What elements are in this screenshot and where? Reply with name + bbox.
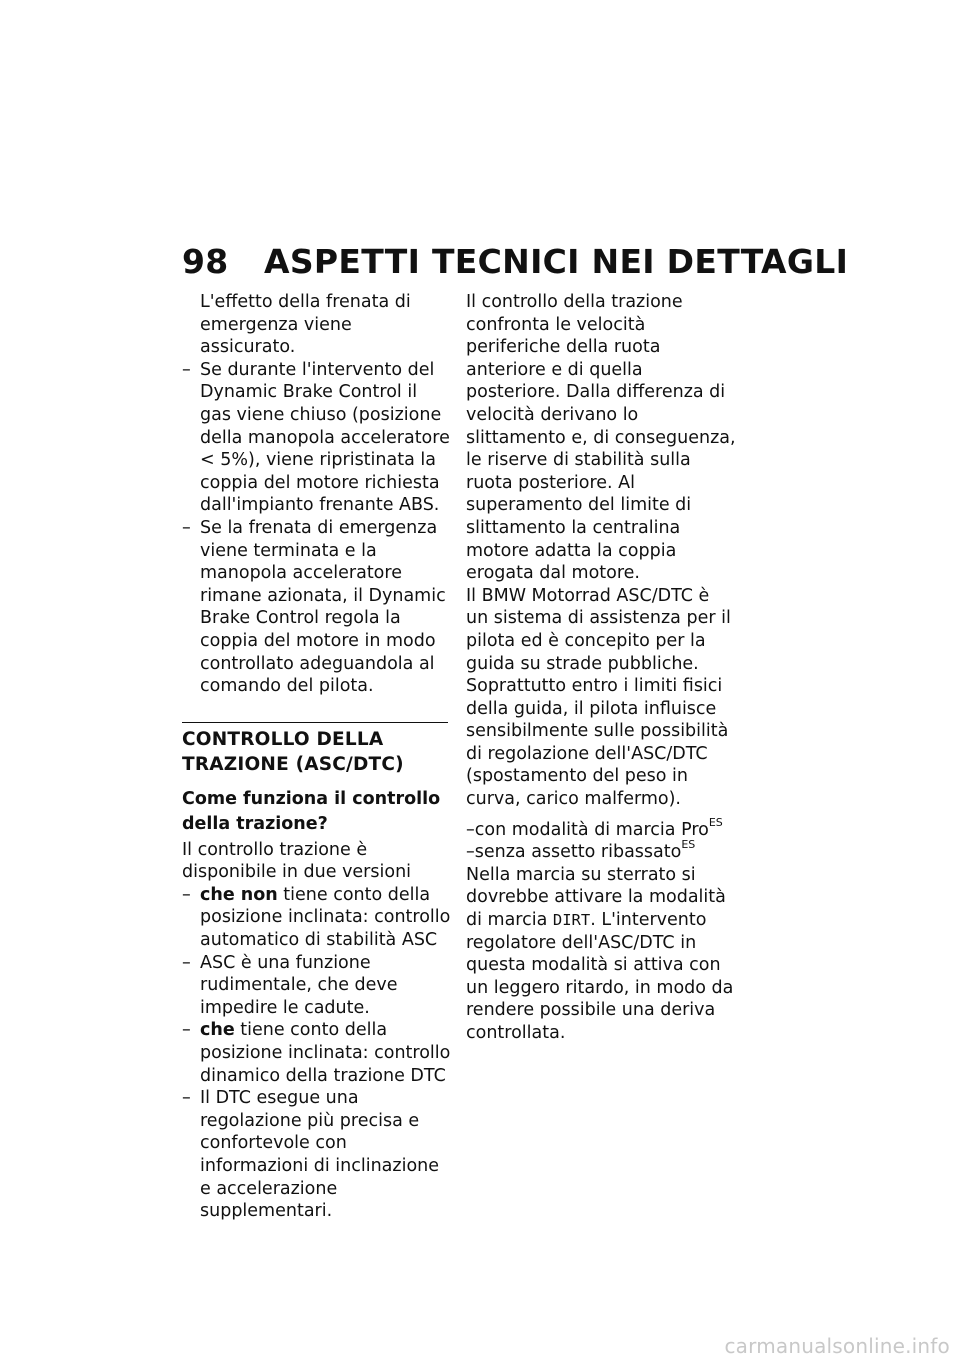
list-item: – ASC è una funzione rudimentale, che deve impedire le cadute.: [182, 952, 398, 1018]
list-item: – Se la frenata di emergenza viene terminata e la manopola acceleratore rimane azionata, il Dynamic Brake Control regola la coppia del motore in modo controllato adeguandola al comando del pilota.: [182, 517, 446, 697]
right-column: [466, 291, 736, 1045]
list-item: – che tiene conto della posizione inclinata: controllo dinamico della trazione DTC: [182, 1020, 451, 1086]
paragraph: Il BMW Motorrad ASC/DTC è un sistema di assistenza per il pilota ed è concepito per la guida su strade pubbliche. Soprattutto entro i limiti fisici della guida, il pilota influisce sensibilmente sulle possibilità di regolazione dell'ASC/DTC (spostamento del peso in curva, carico malfermo).: [466, 585, 731, 810]
chapter-title: ASPETTI TECNICI NEI DETTAGLI: [264, 242, 849, 281]
riding-mode-name: DIRT: [552, 911, 591, 930]
section-title: CONTROLLO DELLA TRAZIONE (ASC/DTC): [182, 728, 404, 775]
list-item: – Il DTC esegue una regolazione più precisa e confortevole con informazioni di inclinazione e accelerazione supplementari.: [182, 1088, 440, 1222]
es-superscript: ES: [681, 838, 696, 852]
watermark: carmanualsonline.info: [724, 1334, 950, 1358]
page-header: [182, 240, 848, 284]
intro-continuation: L'effetto della frenata di emergenza viene assicurato.: [200, 292, 411, 358]
subsection-title: Come funziona il controllo della trazione?: [182, 788, 441, 834]
page-number: 98: [182, 242, 229, 281]
condition-item: –con modalità di marcia Pro$^{ES}$: [466, 815, 723, 840]
section-divider: [182, 722, 448, 723]
left-column: [182, 291, 452, 1223]
es-superscript: ES: [708, 815, 723, 829]
condition-item: –senza assetto ribassato$^{ES}$: [466, 838, 696, 863]
list-item: – Se durante l'intervento del Dynamic Brake Control il gas viene chiuso (posizione della manopola acceleratore < 5%), viene ripristinata la coppia del motore richiesta dall'impianto frenante ABS.: [182, 359, 450, 516]
paragraph: Il controllo della trazione confronta le velocità periferiche della ruota anteriore e di quella posteriore. Dalla differenza di velocità derivano lo slittamento e, di conseguenza, le riserve di stabilità sulla ruota posteriore. Al superamento del limite di slittamento la centralina motore adatta la coppia erogata dal motore.: [466, 292, 736, 584]
versions-intro: Il controllo trazione è disponibile in due versioni: [182, 839, 412, 883]
paragraph: Nella marcia su sterrato si dovrebbe attivare la modalità di marcia DIRT. L'intervento regolatore dell'ASC/DTC in questa modalità si attiva con un leggero ritardo, in modo da rendere possibile una deriva controllata.: [466, 864, 734, 1043]
list-item: – che non tiene conto della posizione inclinata: controllo automatico di stabilità ASC: [182, 884, 451, 951]
